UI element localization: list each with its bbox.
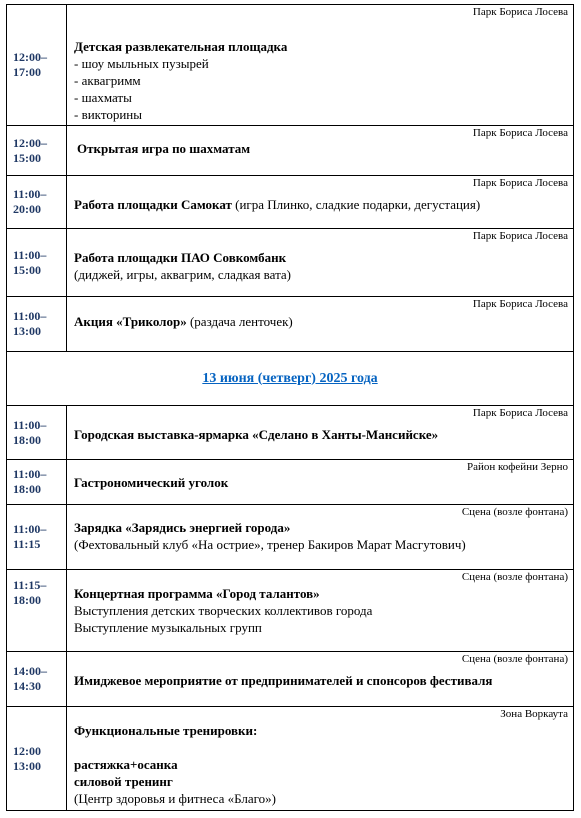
time-range: 14:00– 14:30 bbox=[13, 664, 47, 693]
event-title: Функциональные тренировки: bbox=[74, 723, 258, 738]
event-title: Зарядка «Зарядись энергией города» bbox=[74, 520, 291, 535]
time-range: 11:00– 15:00 bbox=[13, 247, 47, 277]
time-cell bbox=[7, 176, 67, 228]
venue-label: Сцена (возле фонтана) bbox=[461, 653, 568, 665]
venue-label: Парк Бориса Лосева bbox=[472, 407, 568, 419]
event-title: Имиджевое мероприятие от предпринимателей и спонсоров фестиваля bbox=[74, 673, 493, 688]
event-cell bbox=[67, 126, 573, 175]
event-detail: (Центр здоровья и фитнеса «Благо») bbox=[74, 791, 277, 806]
time-cell bbox=[7, 126, 67, 175]
time-range: 11:00– 13:00 bbox=[13, 309, 47, 338]
time-range: 12:00– 15:00 bbox=[13, 135, 47, 165]
event-cell bbox=[67, 176, 573, 228]
venue-label: Парк Бориса Лосева bbox=[472, 6, 568, 18]
event-detail: (Фехтовальный клуб «На острие», тренер Бакиров Марат Масгутович) bbox=[74, 537, 466, 552]
event-cell bbox=[67, 406, 573, 459]
table-row bbox=[6, 406, 574, 460]
event-detail: силовой тренинг bbox=[74, 774, 173, 789]
event-title: Работа площадки Самокат bbox=[74, 197, 232, 212]
event-cell bbox=[67, 652, 573, 706]
venue-label: Парк Бориса Лосева bbox=[472, 177, 568, 189]
event-detail: (игра Плинко, сладкие подарки, дегустация) bbox=[231, 197, 481, 212]
event-detail: - шоу мыльных пузырей bbox=[74, 56, 209, 71]
event-cell bbox=[67, 5, 573, 125]
venue-label: Сцена (возле фонтана) bbox=[461, 571, 568, 583]
time-cell bbox=[7, 5, 67, 125]
event-detail: - шахматы bbox=[74, 90, 132, 105]
time-cell bbox=[7, 297, 67, 351]
event-cell bbox=[67, 297, 573, 351]
venue-label: Парк Бориса Лосева bbox=[472, 127, 568, 139]
table-row bbox=[6, 297, 574, 352]
event-title: Городская выставка-ярмарка «Сделано в Ханты-Мансийске» bbox=[74, 427, 439, 442]
venue-label: Сцена (возле фонтана) bbox=[461, 506, 568, 518]
event-detail: Выступление музыкальных групп bbox=[74, 620, 262, 635]
time-range: 12:00– 17:00 bbox=[13, 50, 47, 79]
event-detail: Выступления детских творческих коллективов города bbox=[74, 603, 373, 618]
event-cell bbox=[67, 505, 573, 569]
event-title: Гастрономический уголок bbox=[74, 475, 229, 490]
event-detail: - викторины bbox=[74, 107, 142, 122]
table-row bbox=[6, 570, 574, 652]
venue-label: Парк Бориса Лосева bbox=[472, 298, 568, 310]
table-row bbox=[6, 176, 574, 229]
venue-label: Район кофейни Зерно bbox=[466, 461, 568, 473]
time-cell bbox=[7, 406, 67, 459]
event-title: Открытая игра по шахматам bbox=[77, 141, 251, 156]
time-range: 11:15– 18:00 bbox=[13, 578, 47, 607]
time-range: 12:00 13:00 bbox=[13, 743, 41, 773]
time-cell bbox=[7, 652, 67, 706]
event-cell bbox=[67, 460, 573, 504]
time-cell bbox=[7, 707, 67, 810]
table-row bbox=[6, 707, 574, 811]
event-detail: (диджей, игры, аквагрим, сладкая вата) bbox=[74, 267, 292, 282]
venue-label: Парк Бориса Лосева bbox=[472, 230, 568, 242]
event-cell bbox=[67, 570, 573, 651]
date-header-row bbox=[6, 352, 574, 406]
time-cell bbox=[7, 505, 67, 569]
schedule-table bbox=[6, 4, 574, 811]
time-range: 11:00– 18:00 bbox=[13, 467, 47, 496]
table-row bbox=[6, 460, 574, 505]
table-row bbox=[6, 652, 574, 707]
event-cell bbox=[67, 229, 573, 296]
time-range: 11:00– 20:00 bbox=[13, 187, 47, 216]
table-row bbox=[6, 126, 574, 176]
time-cell bbox=[7, 570, 67, 651]
event-title: Детская развлекательная площадка bbox=[74, 39, 288, 54]
time-cell bbox=[7, 460, 67, 504]
time-range: 11:00– 11:15 bbox=[13, 522, 47, 551]
time-range: 11:00– 18:00 bbox=[13, 417, 47, 447]
event-title: Концертная программа «Город талантов» bbox=[74, 586, 320, 601]
date-header: 13 июня (четверг) 2025 года bbox=[202, 370, 378, 386]
event-detail: - аквагримм bbox=[74, 73, 141, 88]
time-cell bbox=[7, 229, 67, 296]
event-title: Акция «Триколор» bbox=[74, 314, 187, 329]
event-title: Работа площадки ПАО Совкомбанк bbox=[74, 250, 287, 265]
table-row bbox=[6, 229, 574, 297]
venue-label: Зона Воркаута bbox=[500, 708, 568, 720]
table-row bbox=[6, 4, 574, 126]
event-detail: (раздача ленточек) bbox=[186, 314, 293, 329]
table-row bbox=[6, 505, 574, 570]
event-cell bbox=[67, 707, 573, 810]
event-detail: растяжка+осанка bbox=[74, 757, 178, 772]
